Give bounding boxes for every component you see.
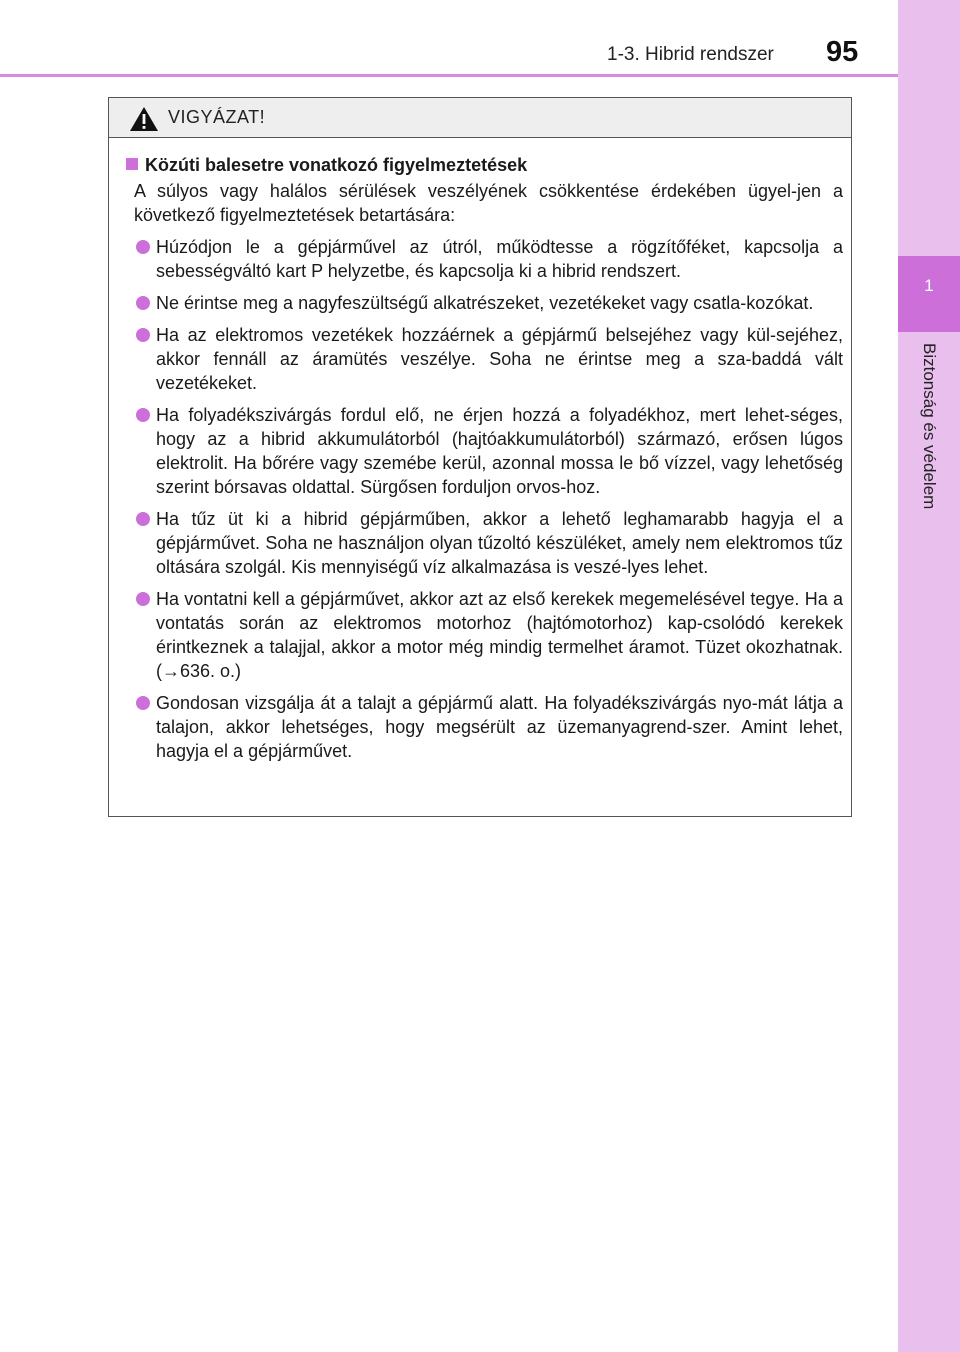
list-item-text: Húzódjon le a gépjárművel az útról, működtesse a rögzítőféket, kapcsolja a sebességváltó kart P helyzetbe, és kapcsolja ki a hibrid rendszert. <box>156 237 843 281</box>
bullet-dot-icon <box>136 296 150 310</box>
list-item <box>126 587 843 683</box>
list-item-text: Ne érintse meg a nagyfeszültségű alkatrészeket, vezetékeket vagy csatla-kozókat. <box>156 293 814 313</box>
caution-title: VIGYÁZAT! <box>168 107 266 127</box>
list-item-text: Ha vontatni kell a gépjárművet, akkor azt az első kerekek megemelésével tegye. Ha a vontatás során az elektromos motorhoz (hajtómotorhoz) kap-csolódó kerekek érintkeznek a talajjal, akkor a motor még mindig termelhet áramot. Tüzet okozhatnak. (→636. o.) <box>156 589 843 681</box>
caution-subheading-text: Közúti balesetre vonatkozó figyelmeztetések <box>145 155 528 175</box>
header-rule <box>0 74 898 77</box>
bullet-dot-icon <box>136 408 150 422</box>
list-item <box>126 403 843 499</box>
caution-box <box>108 97 852 817</box>
section-title: 1-3. Hibrid rendszer <box>607 44 774 65</box>
list-item <box>126 291 843 315</box>
chapter-number: 1 <box>924 276 934 295</box>
bullet-dot-icon <box>136 328 150 342</box>
bullet-dot-icon <box>136 696 150 710</box>
list-item-text: Gondosan vizsgálja át a talajt a gépjármű alatt. Ha folyadékszivárgás nyo-mát látja a talajon, akkor lehetséges, hogy megsérült az üzemanyagrend-szer. Amint lehet, hagyja el a gépjárművet. <box>156 693 843 761</box>
list-item-text: Ha tűz üt ki a hibrid gépjárműben, akkor a lehető leghamarabb hagyja el a gépjárművet. Soha ne használjon olyan tűzoltó készüléket, amely nem elektromos tűz oltására szolgál. Kis mennyiségű víz alkalmazása is veszé-lyes lehet. <box>156 509 843 577</box>
list-item-text: Ha az elektromos vezetékek hozzáérnek a gépjármű belsejéhez vagy kül-sejéhez, akkor fennáll az áramütés veszélye. Soha ne érintse meg a sza-baddá vált vezetékeket. <box>156 325 843 393</box>
caution-intro: A súlyos vagy halálos sérülések veszélyének csökkentése érdekében ügyel-jen a következő figyelmeztetések betartására: <box>134 181 843 225</box>
bullet-dot-icon <box>136 592 150 606</box>
chapter-side-tab <box>898 0 960 1352</box>
bullet-dot-icon <box>136 512 150 526</box>
list-item <box>126 323 843 395</box>
square-bullet-icon <box>126 158 138 170</box>
list-item <box>126 691 843 763</box>
warning-triangle-icon <box>129 106 159 132</box>
list-item <box>126 235 843 283</box>
chapter-title: Biztonság és védelem <box>920 343 939 510</box>
caution-header <box>109 98 851 138</box>
bullet-dot-icon <box>136 240 150 254</box>
caution-subheading <box>126 153 843 177</box>
caution-body <box>126 153 843 763</box>
page-number: 95 <box>826 36 859 68</box>
list-item-text: Ha folyadékszivárgás fordul elő, ne érjen hozzá a folyadékhoz, mert lehet-séges, hogy az a hibrid akkumulátorból (hajtóakkumulátorból) származó, erősen lúgos elektrolit. Ha bőrére vagy szemébe kerül, azonnal mossa le bő vízzel, vagy lehetőség szerint bórsavas oldattal. Sürgősen forduljon orvos-hoz. <box>156 405 843 497</box>
list-item <box>126 507 843 579</box>
